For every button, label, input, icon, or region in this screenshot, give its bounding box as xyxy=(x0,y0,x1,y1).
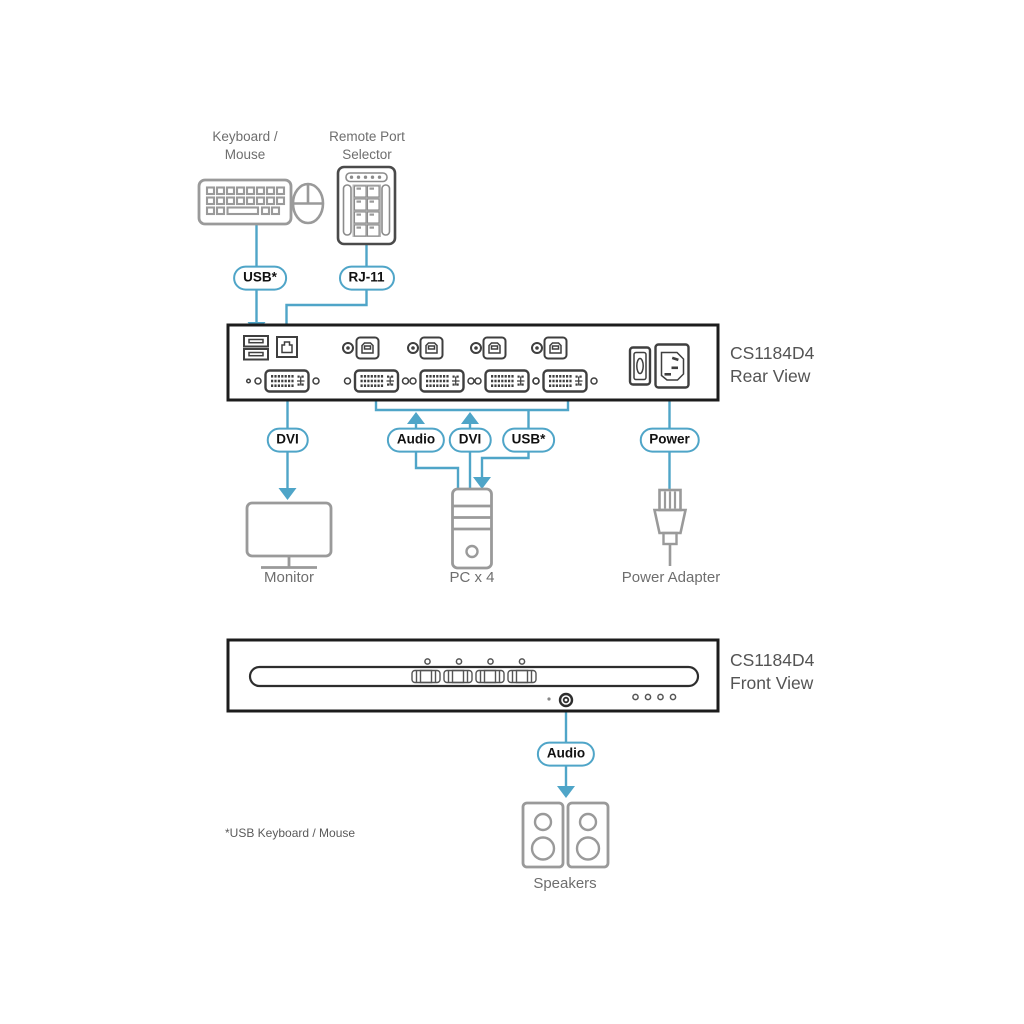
arrow-down-pc xyxy=(473,477,491,489)
power-tag: Power xyxy=(639,428,700,453)
audio-front-tag: Audio xyxy=(537,742,595,767)
arrow-up-dvi xyxy=(461,412,479,424)
dvi-monitor-tag: DVI xyxy=(266,428,309,453)
dvi-ports xyxy=(247,371,597,392)
front-view-title: CS1184D4 Front View xyxy=(730,650,815,693)
usb-b-port-icon xyxy=(484,338,506,359)
power-switch-icon xyxy=(630,348,650,385)
monitor-label: Monitor xyxy=(263,569,315,586)
kvm-front-panel xyxy=(228,640,718,711)
dvi-port-icon xyxy=(255,371,319,392)
rj11-tag: RJ-11 xyxy=(338,266,394,291)
arrow-up-audio xyxy=(407,412,425,424)
footnote: *USB Keyboard / Mouse xyxy=(225,826,356,840)
audio-jack-icon xyxy=(343,343,353,353)
speakers-label: Speakers xyxy=(533,875,597,892)
arrow-down-speakers xyxy=(557,786,575,798)
pc-label: PC x 4 xyxy=(449,569,495,586)
arrow-down-monitor xyxy=(279,488,297,500)
front-audio-jack-icon xyxy=(560,694,572,706)
audio-jack-icon xyxy=(532,343,542,353)
power-adapter-icon xyxy=(655,490,686,566)
speaker-icon xyxy=(523,803,563,867)
usb-b-port-icon xyxy=(421,338,443,359)
keyboard-icon xyxy=(199,180,291,224)
keyboard-mouse-label: Keyboard / Mouse xyxy=(212,129,278,162)
dvi-port-icon xyxy=(533,371,597,392)
remote-port-selector-label: Remote Port Selector xyxy=(329,129,405,162)
rear-view-title: CS1184D4 Rear View xyxy=(730,343,815,386)
usb-pc-tag: USB* xyxy=(502,428,556,453)
pc-tower-icon xyxy=(453,489,492,568)
remote-port-selector-icon xyxy=(338,167,395,244)
power-adapter-label: Power Adapter xyxy=(621,569,721,586)
audio-jack-icon xyxy=(408,343,418,353)
ac-inlet-icon xyxy=(656,345,689,388)
audio-jack-icon xyxy=(471,343,481,353)
rj11-port-icon xyxy=(277,337,297,357)
usb-keyboard-tag: USB* xyxy=(233,266,287,291)
usb-b-port-icon xyxy=(357,338,379,359)
dvi-pc-tag: DVI xyxy=(449,428,492,453)
monitor-icon xyxy=(247,503,331,568)
speakers-icon xyxy=(523,803,608,867)
dvi-port-icon xyxy=(345,371,409,392)
audio-pc-tag: Audio xyxy=(387,428,445,453)
usb-b-port-icon xyxy=(545,338,567,359)
dvi-port-icon xyxy=(475,371,539,392)
speaker-icon xyxy=(568,803,608,867)
kvm-rear-panel xyxy=(228,325,718,400)
dvi-port-icon xyxy=(410,371,474,392)
mic-dot xyxy=(547,697,550,700)
mouse-icon xyxy=(293,184,323,223)
